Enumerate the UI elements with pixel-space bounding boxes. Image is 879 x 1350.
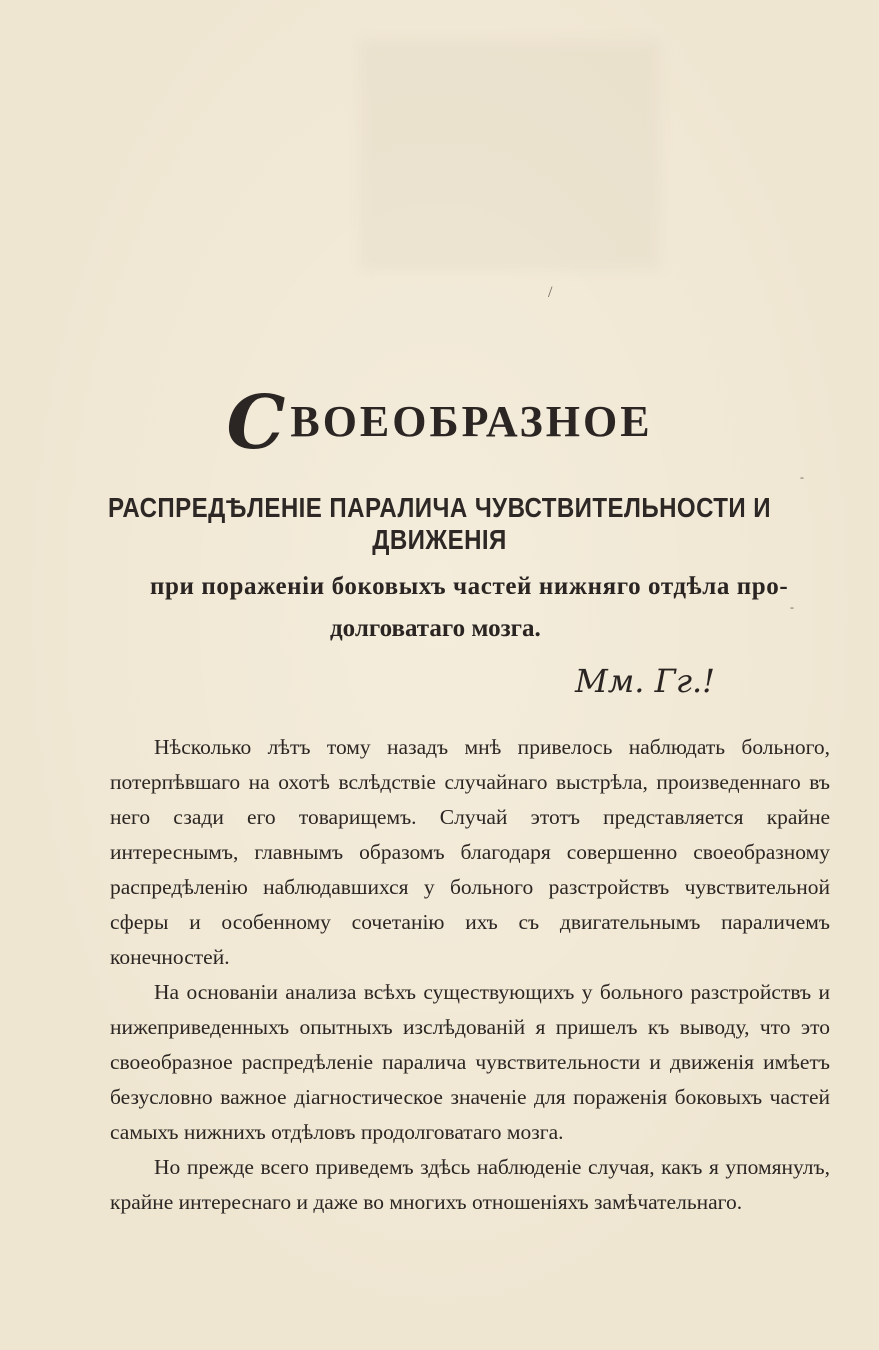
- subsubtitle-line-2: долговатаго мозга.: [330, 615, 541, 642]
- body-text: [110, 730, 830, 1220]
- title-initial: С: [226, 380, 289, 466]
- title-rest: ВОЕОБРАЗНОЕ: [290, 397, 653, 446]
- ink-speck: -: [790, 600, 794, 614]
- document-title: [0, 380, 879, 466]
- subsubtitle-line-1: при пораженіи боковыхъ частей нижняго отдѣла про-: [150, 573, 789, 600]
- document-subsubtitle: [150, 566, 790, 650]
- paragraph-3: Но прежде всего приведемъ здѣсь наблюденіе случая, какъ я упомянулъ, крайне интереснаго и даже во многихъ отношеніяхъ замѣчательнаго.: [110, 1155, 830, 1214]
- document-subtitle: РАСПРЕДѢЛЕНІЕ ПАРАЛИЧА ЧУВСТВИТЕЛЬНОСТИ И ДВИЖЕНІЯ: [107, 492, 772, 555]
- ink-speck: /: [548, 284, 553, 301]
- paragraph-2: На основаніи анализа всѣхъ существующихъ у больного разстройствъ и нижеприведенныхъ опытныхъ изслѣдованій я пришелъ къ выводу, что это своеобразное распредѣленіе паралича чувствительности и движенія имѣетъ безусловно важное діагностическое значеніе для пораженія боковыхъ частей самыхъ нижнихъ отдѣловъ продолговатаго мозга.: [110, 980, 830, 1144]
- salutation: Мм. Гг.!: [575, 662, 716, 700]
- ink-speck: -: [800, 470, 804, 484]
- paragraph-1: Нѣсколько лѣтъ тому назадъ мнѣ привелось наблюдать больного, потерпѣвшаго на охотѣ вслѣдствіе случайнаго выстрѣла, произведеннаго въ него сзади его товарищемъ. Случай этотъ представляется крайне интереснымъ, главнымъ образомъ благодаря совершенно своеобразному распредѣленію наблюдавшихся у больного разстройствъ чувствительной сферы и особенному сочетанію ихъ съ двигательнымъ параличемъ конечностей.: [110, 735, 830, 969]
- bleed-through-shadow: [360, 40, 660, 270]
